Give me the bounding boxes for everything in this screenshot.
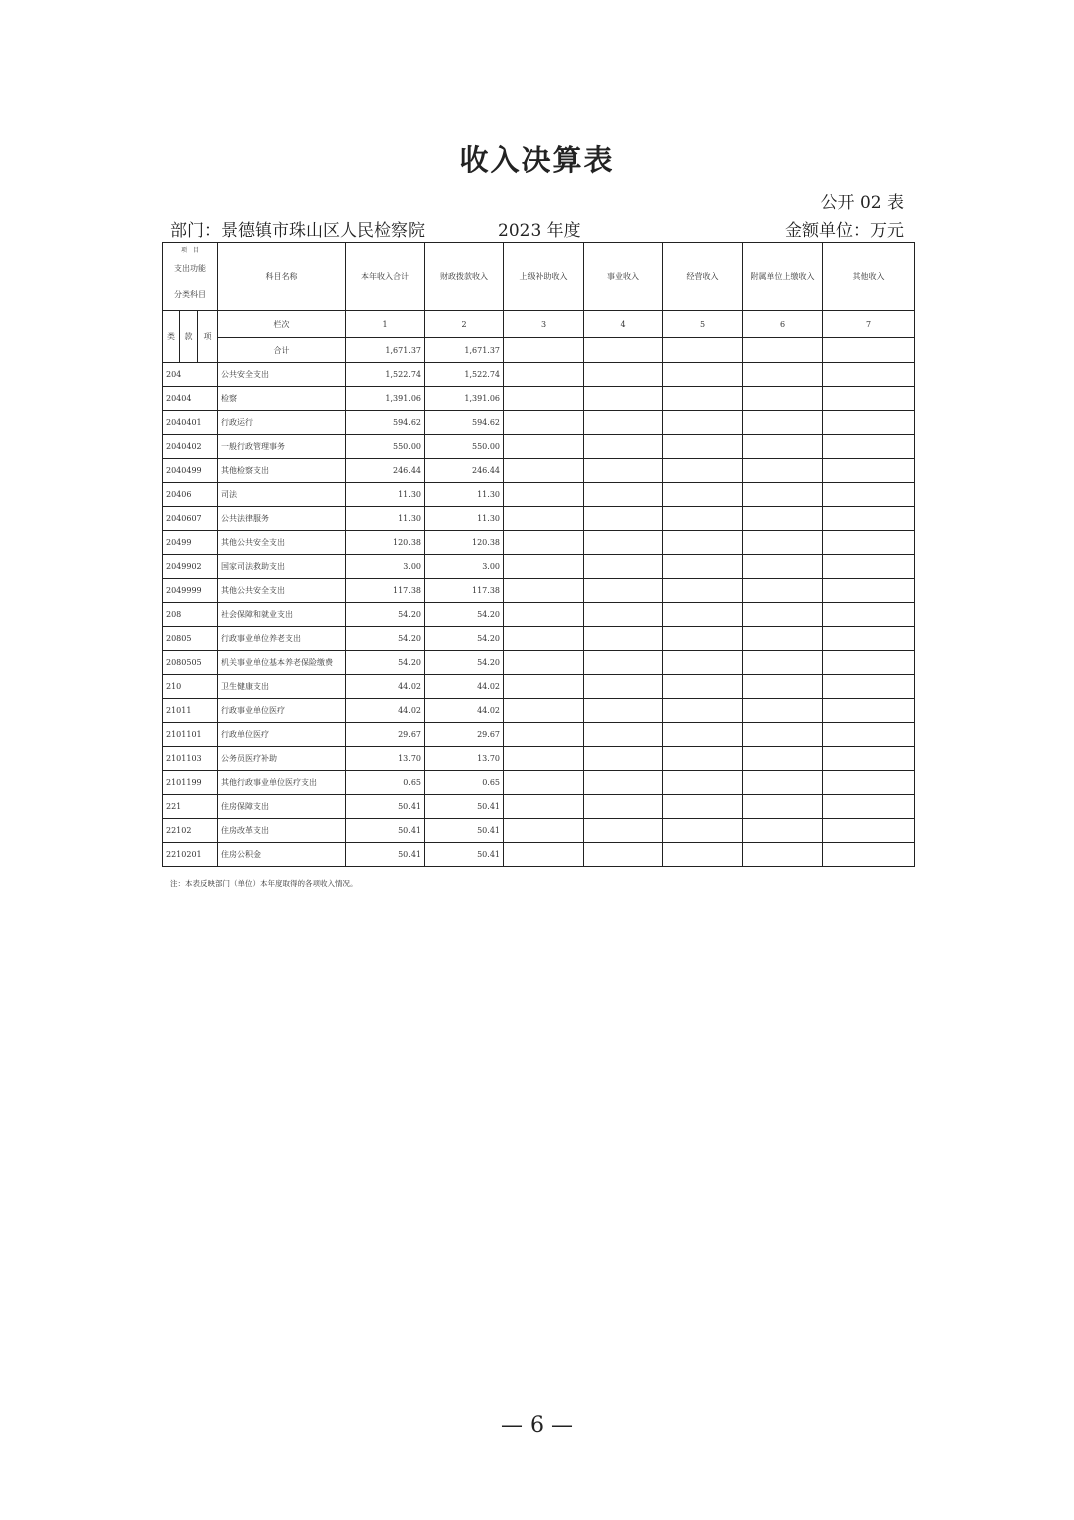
empty-cell: [743, 675, 823, 699]
row-code: 20406: [163, 483, 218, 507]
row-fiscal: 594.62: [425, 411, 504, 435]
empty-cell: [743, 579, 823, 603]
row-total: 13.70: [346, 747, 425, 771]
row-fiscal: 54.20: [425, 627, 504, 651]
empty-cell: [584, 363, 663, 387]
empty-cell: [663, 387, 743, 411]
table-row: [163, 459, 915, 483]
empty-cell: [823, 579, 915, 603]
row-name: 公务员医疗补助: [218, 747, 346, 771]
row-name: 行政事业单位医疗: [218, 699, 346, 723]
empty-cell: [823, 843, 915, 867]
row-name: 检察: [218, 387, 346, 411]
empty-cell: [743, 771, 823, 795]
col-header: 事业收入: [584, 243, 663, 311]
row-total: 50.41: [346, 819, 425, 843]
empty-cell: [823, 819, 915, 843]
subject-name-header: 科目名称: [218, 243, 346, 311]
row-fiscal: 120.38: [425, 531, 504, 555]
empty-cell: [663, 699, 743, 723]
empty-cell: [823, 459, 915, 483]
empty-cell: [743, 747, 823, 771]
empty-cell: [743, 555, 823, 579]
row-fiscal: 44.02: [425, 699, 504, 723]
year-label: 2023 年度: [498, 221, 581, 241]
empty-cell: [663, 555, 743, 579]
row-fiscal: 50.41: [425, 819, 504, 843]
empty-cell: [743, 843, 823, 867]
empty-cell: [584, 338, 663, 363]
row-code: 2040499: [163, 459, 218, 483]
empty-cell: [823, 411, 915, 435]
empty-cell: [504, 819, 584, 843]
total-value: 1,671.37: [425, 338, 504, 363]
row-name: 其他公共安全支出: [218, 579, 346, 603]
table-row: [163, 675, 915, 699]
xiang-header: 项: [198, 311, 218, 363]
empty-cell: [504, 675, 584, 699]
func-class-label-2: 分类科目: [174, 289, 206, 299]
row-code: 2049999: [163, 579, 218, 603]
col-num: 6: [743, 311, 823, 338]
row-name: 住房保障支出: [218, 795, 346, 819]
row-fiscal: 0.65: [425, 771, 504, 795]
empty-cell: [584, 603, 663, 627]
empty-cell: [504, 338, 584, 363]
row-code: 208: [163, 603, 218, 627]
empty-cell: [823, 723, 915, 747]
empty-cell: [663, 675, 743, 699]
empty-cell: [584, 771, 663, 795]
kuan-header: 款: [180, 311, 198, 363]
empty-cell: [743, 627, 823, 651]
empty-cell: [584, 723, 663, 747]
row-total: 50.41: [346, 795, 425, 819]
empty-cell: [823, 531, 915, 555]
row-code: 20499: [163, 531, 218, 555]
empty-cell: [663, 603, 743, 627]
empty-cell: [663, 411, 743, 435]
func-class-header: [163, 243, 218, 311]
empty-cell: [743, 435, 823, 459]
empty-cell: [743, 795, 823, 819]
table-row: [163, 555, 915, 579]
total-label: 合计: [218, 338, 346, 363]
row-name: 其他行政事业单位医疗支出: [218, 771, 346, 795]
empty-cell: [504, 627, 584, 651]
empty-cell: [504, 723, 584, 747]
row-total: 120.38: [346, 531, 425, 555]
col-num: 1: [346, 311, 425, 338]
table-row: [163, 795, 915, 819]
row-fiscal: 50.41: [425, 795, 504, 819]
row-name: 一般行政管理事务: [218, 435, 346, 459]
empty-cell: [584, 555, 663, 579]
row-fiscal: 50.41: [425, 843, 504, 867]
empty-cell: [823, 338, 915, 363]
empty-cell: [823, 507, 915, 531]
row-total: 1,522.74: [346, 363, 425, 387]
empty-cell: [504, 411, 584, 435]
row-total: 594.62: [346, 411, 425, 435]
empty-cell: [504, 387, 584, 411]
row-code: 221: [163, 795, 218, 819]
row-code: 22102: [163, 819, 218, 843]
empty-cell: [504, 795, 584, 819]
row-name: 公共法律服务: [218, 507, 346, 531]
row-name: 公共安全支出: [218, 363, 346, 387]
row-total: 1,391.06: [346, 387, 425, 411]
row-fiscal: 44.02: [425, 675, 504, 699]
table-row: [163, 699, 915, 723]
col-header: 其他收入: [823, 243, 915, 311]
empty-cell: [743, 483, 823, 507]
col-num: 5: [663, 311, 743, 338]
empty-cell: [584, 483, 663, 507]
total-row: [163, 338, 915, 363]
row-fiscal: 11.30: [425, 507, 504, 531]
empty-cell: [504, 459, 584, 483]
row-total: 44.02: [346, 699, 425, 723]
empty-cell: [663, 338, 743, 363]
col-header: 本年收入合计: [346, 243, 425, 311]
empty-cell: [743, 531, 823, 555]
empty-cell: [663, 579, 743, 603]
empty-cell: [743, 651, 823, 675]
row-total: 246.44: [346, 459, 425, 483]
row-code: 210: [163, 675, 218, 699]
empty-cell: [663, 459, 743, 483]
table-row: [163, 411, 915, 435]
empty-cell: [743, 387, 823, 411]
empty-cell: [663, 363, 743, 387]
row-fiscal: 1,522.74: [425, 363, 504, 387]
row-fiscal: 29.67: [425, 723, 504, 747]
row-total: 11.30: [346, 483, 425, 507]
empty-cell: [584, 747, 663, 771]
row-name: 住房改革支出: [218, 819, 346, 843]
empty-cell: [504, 531, 584, 555]
col-header: 附属单位上缴收入: [743, 243, 823, 311]
empty-cell: [663, 819, 743, 843]
row-total: 50.41: [346, 843, 425, 867]
column-number-row: [163, 311, 915, 338]
empty-cell: [584, 819, 663, 843]
col-num: 3: [504, 311, 584, 338]
empty-cell: [663, 531, 743, 555]
empty-cell: [584, 459, 663, 483]
empty-cell: [823, 795, 915, 819]
empty-cell: [823, 627, 915, 651]
lei-header: 类: [163, 311, 180, 363]
empty-cell: [663, 795, 743, 819]
empty-cell: [663, 507, 743, 531]
row-code: 20404: [163, 387, 218, 411]
col-nums-label: 栏次: [218, 311, 346, 338]
empty-cell: [504, 603, 584, 627]
empty-cell: [584, 795, 663, 819]
table-row: [163, 483, 915, 507]
row-name: 社会保障和就业支出: [218, 603, 346, 627]
col-num: 2: [425, 311, 504, 338]
page-title: 收入决算表: [459, 143, 615, 177]
row-fiscal: 3.00: [425, 555, 504, 579]
table-row: [163, 723, 915, 747]
table-row: [163, 771, 915, 795]
empty-cell: [584, 699, 663, 723]
empty-cell: [663, 435, 743, 459]
table-code: 公开 02 表: [820, 193, 904, 213]
empty-cell: [823, 675, 915, 699]
row-total: 29.67: [346, 723, 425, 747]
empty-cell: [584, 531, 663, 555]
empty-cell: [504, 651, 584, 675]
table-row: [163, 507, 915, 531]
empty-cell: [663, 483, 743, 507]
row-code: 2049902: [163, 555, 218, 579]
row-code: 2040402: [163, 435, 218, 459]
row-name: 司法: [218, 483, 346, 507]
empty-cell: [504, 363, 584, 387]
empty-cell: [743, 723, 823, 747]
row-total: 54.20: [346, 627, 425, 651]
empty-cell: [743, 603, 823, 627]
table-row: [163, 843, 915, 867]
header-row: [163, 243, 915, 311]
row-code: 204: [163, 363, 218, 387]
unit-label: 金额单位：万元: [785, 221, 904, 241]
row-name: 行政运行: [218, 411, 346, 435]
empty-cell: [823, 699, 915, 723]
row-total: 54.20: [346, 651, 425, 675]
empty-cell: [584, 675, 663, 699]
row-code: 20805: [163, 627, 218, 651]
row-total: 44.02: [346, 675, 425, 699]
row-fiscal: 246.44: [425, 459, 504, 483]
empty-cell: [504, 507, 584, 531]
empty-cell: [504, 747, 584, 771]
empty-cell: [743, 411, 823, 435]
row-name: 行政事业单位养老支出: [218, 627, 346, 651]
page-number: — 6 —: [501, 1413, 573, 1438]
empty-cell: [584, 843, 663, 867]
row-total: 0.65: [346, 771, 425, 795]
table-row: [163, 651, 915, 675]
row-code: 2101103: [163, 747, 218, 771]
empty-cell: [663, 747, 743, 771]
row-code: 21011: [163, 699, 218, 723]
table-row: [163, 747, 915, 771]
empty-cell: [823, 483, 915, 507]
table-row: [163, 627, 915, 651]
table-row: [163, 387, 915, 411]
row-code: 2101199: [163, 771, 218, 795]
table-row: [163, 819, 915, 843]
empty-cell: [663, 723, 743, 747]
row-code: 2040401: [163, 411, 218, 435]
row-fiscal: 11.30: [425, 483, 504, 507]
row-name: 机关事业单位基本养老保险缴费: [218, 651, 346, 675]
func-class-label: 支出功能: [174, 263, 206, 273]
empty-cell: [584, 627, 663, 651]
row-name: 国家司法救助支出: [218, 555, 346, 579]
empty-cell: [823, 555, 915, 579]
empty-cell: [743, 338, 823, 363]
empty-cell: [663, 651, 743, 675]
empty-cell: [504, 555, 584, 579]
col-header: 经营收入: [663, 243, 743, 311]
empty-cell: [504, 579, 584, 603]
empty-cell: [743, 459, 823, 483]
empty-cell: [743, 363, 823, 387]
row-total: 117.38: [346, 579, 425, 603]
row-fiscal: 13.70: [425, 747, 504, 771]
empty-cell: [584, 387, 663, 411]
empty-cell: [584, 411, 663, 435]
empty-cell: [823, 603, 915, 627]
col-num: 4: [584, 311, 663, 338]
empty-cell: [663, 843, 743, 867]
row-name: 行政单位医疗: [218, 723, 346, 747]
row-name: 其他公共安全支出: [218, 531, 346, 555]
row-total: 550.00: [346, 435, 425, 459]
empty-cell: [823, 387, 915, 411]
row-fiscal: 117.38: [425, 579, 504, 603]
row-code: 2080505: [163, 651, 218, 675]
empty-cell: [504, 435, 584, 459]
table-note: 注：本表反映部门（单位）本年度取得的各项收入情况。: [170, 879, 358, 888]
empty-cell: [504, 483, 584, 507]
empty-cell: [504, 699, 584, 723]
row-fiscal: 54.20: [425, 603, 504, 627]
empty-cell: [584, 507, 663, 531]
row-total: 11.30: [346, 507, 425, 531]
meta-line: [170, 216, 904, 240]
empty-cell: [663, 627, 743, 651]
table-row: [163, 435, 915, 459]
empty-cell: [584, 435, 663, 459]
row-code: 2040607: [163, 507, 218, 531]
empty-cell: [823, 363, 915, 387]
table-row: [163, 363, 915, 387]
empty-cell: [743, 819, 823, 843]
row-code: 2210201: [163, 843, 218, 867]
table-row: [163, 531, 915, 555]
department-label: 部门：景德镇市珠山区人民检察院: [170, 221, 425, 241]
col-header: 财政拨款收入: [425, 243, 504, 311]
empty-cell: [504, 843, 584, 867]
empty-cell: [743, 699, 823, 723]
empty-cell: [504, 771, 584, 795]
total-value: 1,671.37: [346, 338, 425, 363]
col-num: 7: [823, 311, 915, 338]
empty-cell: [823, 651, 915, 675]
empty-cell: [584, 651, 663, 675]
row-name: 其他检察支出: [218, 459, 346, 483]
row-code: 2101101: [163, 723, 218, 747]
row-total: 3.00: [346, 555, 425, 579]
income-table: [162, 242, 915, 867]
col-header: 上级补助收入: [504, 243, 584, 311]
row-name: 住房公积金: [218, 843, 346, 867]
item-label: 项 目: [180, 246, 199, 254]
empty-cell: [663, 771, 743, 795]
row-fiscal: 550.00: [425, 435, 504, 459]
empty-cell: [743, 507, 823, 531]
empty-cell: [823, 747, 915, 771]
empty-cell: [823, 435, 915, 459]
table-row: [163, 603, 915, 627]
table-row: [163, 579, 915, 603]
empty-cell: [823, 771, 915, 795]
empty-cell: [584, 579, 663, 603]
row-fiscal: 54.20: [425, 651, 504, 675]
row-total: 54.20: [346, 603, 425, 627]
row-fiscal: 1,391.06: [425, 387, 504, 411]
row-name: 卫生健康支出: [218, 675, 346, 699]
